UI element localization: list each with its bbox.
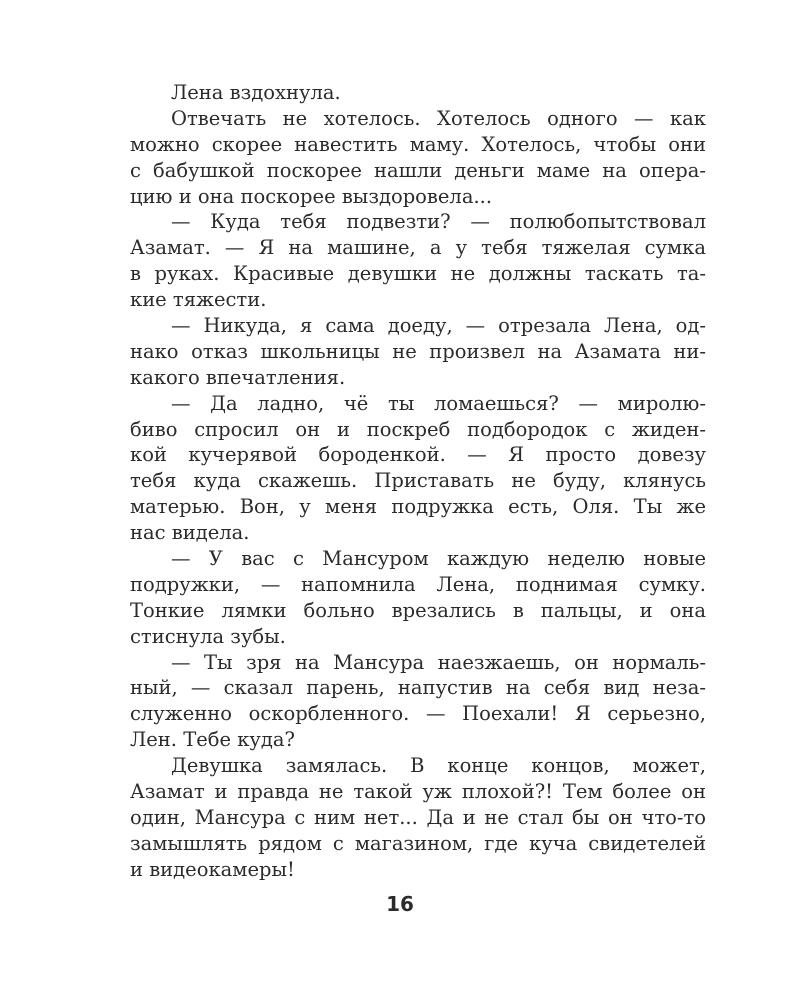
text-line: — Да ладно, чё ты ломаешься? — миролю- (171, 391, 706, 415)
body-text (130, 80, 706, 883)
paragraph-5 (130, 391, 706, 546)
text-line: Азамат. — Я на машине, а у тебя тяжелая сумка (130, 236, 706, 260)
text-line: один, Мансура с ним нет... Да и не стал бы он что-то (130, 805, 706, 829)
text-line: какого впечатления. (130, 365, 346, 389)
text-line: кой кучерявой бороденкой. — Я просто довезу (130, 443, 706, 467)
text-line: служенно оскорбленного. — Поехали! Я серьезно, (130, 702, 706, 726)
text-line: — Никуда, я сама доеду, — отрезала Лена, од- (171, 314, 706, 338)
paragraph-4 (130, 313, 706, 391)
paragraph-8 (130, 753, 706, 882)
text-line: биво спросил он и поскреб подбородок с жиден- (130, 417, 706, 441)
text-line: — У вас с Мансуром каждую неделю новые (171, 547, 706, 571)
text-line: в руках. Красивые девушки не должны таскать та- (130, 262, 706, 286)
paragraph-3 (130, 209, 706, 313)
text-line: можно скорее навестить маму. Хотелось, чтобы они (130, 132, 706, 156)
text-line: Тонкие лямки больно врезались в пальцы, и она (130, 598, 706, 622)
text-line: и видеокамеры! (130, 857, 295, 881)
paragraph-2 (130, 106, 706, 210)
text-line: замышлять рядом с магазином, где куча свидетелей (130, 831, 706, 855)
text-line: — Куда тебя подвезти? — полюбопытствовал (171, 210, 706, 234)
text-line: Девушка замялась. В конце концов, может, (171, 754, 706, 778)
text-line: ный, — сказал парень, напустив на себя вид неза- (130, 676, 706, 700)
paragraph-1 (130, 80, 706, 106)
text-line: нас видела. (130, 521, 250, 545)
text-line: матерью. Вон, у меня подружка есть, Оля. Ты же (130, 495, 706, 519)
text-line: Азамат и правда не такой уж плохой?! Тем более он (130, 780, 706, 804)
text-line: Лен. Тебе куда? (130, 728, 295, 752)
page-number: 16 (386, 892, 414, 916)
text-line: тебя куда скажешь. Приставать не буду, клянусь (130, 469, 706, 493)
text-line: цию и она поскорее выздоровела... (130, 184, 493, 208)
text-line: — Ты зря на Мансура наезжаешь, он нормаль- (171, 650, 706, 674)
text-line: нако отказ школьницы не произвел на Азамата ни- (130, 339, 706, 363)
text-line: стиснула зубы. (130, 624, 286, 648)
text-line: подружки, — напомнила Лена, поднимая сумку. (130, 572, 706, 596)
paragraph-6 (130, 546, 706, 650)
text-line: с бабушкой поскорее нашли деньги маме на опера- (130, 158, 706, 182)
text-line: Отвечать не хотелось. Хотелось одного — как (171, 106, 706, 130)
text-line: кие тяжести. (130, 288, 267, 312)
text-line: Лена вздохнула. (171, 81, 341, 104)
paragraph-7 (130, 650, 706, 754)
